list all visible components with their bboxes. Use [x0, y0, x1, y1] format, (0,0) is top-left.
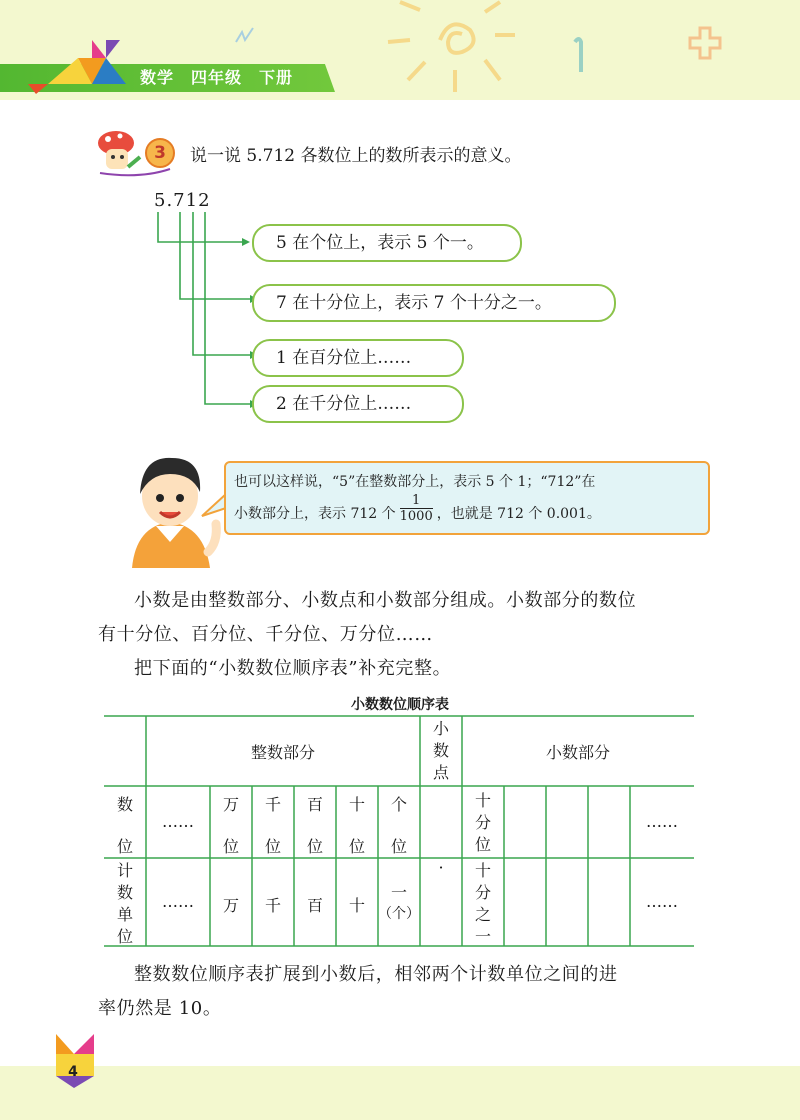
unit-bai: 百: [306, 896, 323, 915]
place-suffix-2: 位: [264, 837, 281, 856]
decimal-dot: ·: [438, 858, 444, 877]
question-text: 说一说 5.712 各数位上的数所表示的意义。: [190, 146, 522, 166]
place-suffix-1: 位: [222, 837, 239, 856]
row2-label: [104, 860, 146, 948]
paragraph-3-line-2: 率仍然是 10。: [98, 998, 222, 1019]
table-title: 小数数位顺序表: [351, 697, 449, 713]
dp-char-1: 小: [432, 719, 449, 738]
unit-one-paren: （个）: [378, 906, 420, 922]
unit-one: 一: [390, 883, 407, 902]
bubble-hundredths-place: 1 在百分位上……: [252, 339, 464, 377]
dp-char-2: 数: [432, 741, 449, 760]
fraction-denominator: 1000: [399, 508, 433, 524]
page-number: 4: [68, 1064, 78, 1080]
place-suffix-4: 位: [348, 837, 365, 856]
decimal-part-header: 小数部分: [545, 743, 610, 762]
place-ge: 个: [390, 795, 407, 814]
question-number-badge: 3: [145, 138, 175, 168]
row2-ellipsis-left: ……: [162, 892, 194, 911]
tenths-place-cell: [462, 790, 504, 856]
row1-ellipsis-right: ……: [646, 812, 678, 831]
row2-ellipsis-right: ……: [646, 892, 678, 911]
place-qian: 千: [264, 795, 281, 814]
paragraph-3-line-1: 整数数位顺序表扩展到小数后，相邻两个计数单位之间的进: [134, 964, 618, 985]
unit-qian: 千: [264, 896, 281, 915]
place-wan: 万: [222, 795, 239, 814]
paragraph-2: 把下面的“小数数位顺序表”补充完整。: [134, 658, 452, 679]
fraction-numerator: 1: [400, 493, 433, 509]
row2-char-4: 位: [116, 927, 133, 946]
decimal-point-header: [420, 718, 462, 784]
place-bai: 百: [306, 795, 323, 814]
footer-background: [0, 1066, 800, 1120]
bubble-tenths-place: 7 在十分位上，表示 7 个十分之一。: [252, 284, 616, 322]
paragraph-1-line-2: 有十分位、百分位、千分位、万分位……: [98, 624, 433, 645]
place-shi: 十: [348, 795, 365, 814]
row2-char-1: 计: [116, 861, 133, 880]
header-title: 数学 四年级 下册: [140, 68, 294, 87]
place-suffix-3: 位: [306, 837, 323, 856]
unit-wan: 万: [222, 896, 239, 915]
speech-line-2a: 小数部分上，表示 712 个: [234, 506, 396, 522]
speech-line-1: 也可以这样说，“5”在整数部分上，表示 5 个 1；“712”在: [234, 474, 596, 490]
tenths-char-1: 十: [474, 791, 491, 810]
integer-part-header: 整数部分: [250, 743, 315, 762]
tenths-char-2: 分: [474, 813, 491, 832]
row1-ellipsis-left: ……: [162, 812, 194, 831]
speech-line-2b: ，也就是 712 个 0.001。: [436, 506, 601, 522]
row1-label-a: 数: [116, 795, 133, 814]
row2-char-2: 数: [116, 883, 133, 902]
tenth-unit-char-4: 一: [474, 927, 491, 946]
dp-char-3: 点: [432, 763, 449, 782]
decimal-number: 5.712: [154, 190, 211, 211]
unit-shi: 十: [348, 896, 365, 915]
paragraph-1-line-1: 小数是由整数部分、小数点和小数部分组成。小数部分的数位: [134, 590, 637, 611]
tenth-unit-char-3: 之: [474, 905, 491, 924]
row1-label-b: 位: [116, 837, 133, 856]
bubble-thousandths-place: 2 在千分位上……: [252, 385, 464, 423]
tenths-char-3: 位: [474, 835, 491, 854]
tenth-unit-char-2: 分: [474, 883, 491, 902]
bubble-ones-place: 5 在个位上，表示 5 个一。: [252, 224, 522, 262]
tenth-unit-char-1: 十: [474, 861, 491, 880]
row2-char-3: 单: [116, 905, 133, 924]
place-suffix-5: 位: [390, 837, 407, 856]
tenth-unit-cell: [462, 860, 504, 948]
